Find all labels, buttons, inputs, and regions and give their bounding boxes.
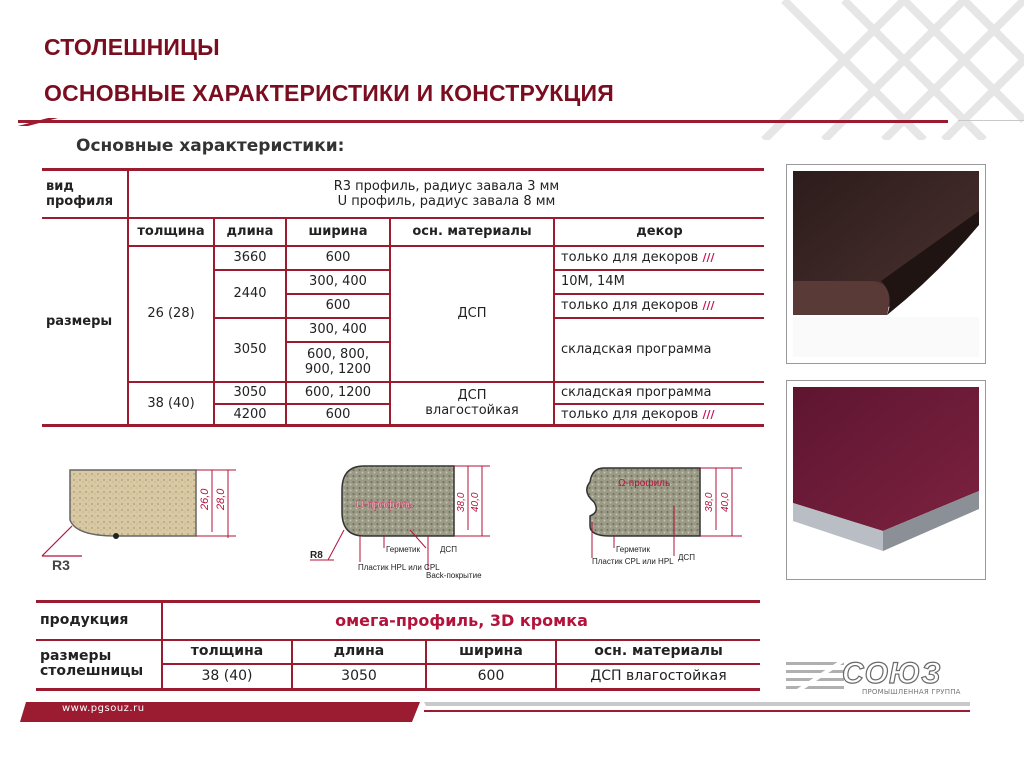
product-header-materials: осн. материалы: [594, 643, 723, 659]
product-material: ДСП влагостойкая: [590, 667, 727, 684]
omega-profile-drawing: [570, 456, 756, 580]
spec-table: [42, 168, 764, 427]
u-dim2: 40,0: [470, 492, 481, 512]
section-heading: Основные характеристики:: [76, 136, 345, 156]
product-sizes-label: [36, 640, 162, 690]
length-cell: 3050: [214, 382, 286, 404]
product-header-length: длина: [292, 640, 426, 664]
length-cell: 3660: [214, 246, 286, 270]
header-width: ширина: [286, 218, 390, 246]
omega-name: Ω-профиль: [618, 478, 671, 489]
countertop-burgundy-image: [787, 381, 985, 579]
u-radius-label: R8: [310, 550, 323, 561]
u-callout-dsp: ДСП: [440, 545, 457, 554]
footer-bar: [20, 702, 970, 722]
website-link[interactable]: www.pgsouz.ru: [62, 703, 145, 714]
countertop-photo-burgundy: [786, 380, 986, 580]
product-table: [36, 600, 760, 691]
header-length: длина: [214, 218, 286, 246]
material-dsp: ДСП: [390, 246, 554, 382]
r3-dim1: 26,0: [199, 488, 211, 510]
hatch-icon: ∕∕∕: [702, 407, 715, 421]
r3-label: R3: [52, 557, 70, 573]
length-cell: 3050: [214, 318, 286, 382]
logo-subtitle: ПРОМЫШЛЕННАЯ ГРУППА: [862, 688, 961, 696]
product-sizes-text: размеры столешницы: [40, 648, 144, 680]
hatch-icon: ∕∕∕: [702, 251, 715, 264]
profile-line-u: U профиль, радиус завала 8 мм: [337, 193, 556, 209]
thickness-38: 38 (40): [128, 382, 214, 426]
sizes-label: размеры: [42, 218, 128, 426]
decor-text: только для декоров: [561, 250, 699, 265]
decor-cell: складская программа: [554, 318, 764, 382]
u-callout-back: Back-покрытие: [426, 571, 482, 580]
thickness-26: 26 (28): [128, 246, 214, 382]
product-length: 3050: [292, 664, 426, 690]
decor-cell: [554, 404, 764, 426]
decor-text: только для декоров: [561, 298, 699, 313]
width-cell: 600: [286, 404, 390, 426]
omega-dim1: 38,0: [704, 492, 715, 512]
u-name: U-профиль: [356, 499, 414, 511]
profile-line-r3: R3 профиль, радиус завала 3 мм: [333, 178, 560, 194]
product-header-width: ширина: [426, 640, 556, 664]
decor-cell: 10М, 14М: [561, 274, 625, 289]
countertop-photo-dark: [786, 164, 986, 364]
width-cell: 600, 1200: [286, 382, 390, 404]
u-dim1: 38,0: [456, 492, 467, 512]
width-cell: 600: [286, 246, 390, 270]
countertop-dark-image: [787, 165, 985, 363]
product-header-thickness: толщина: [162, 640, 292, 664]
width-multi: 600, 800, 900, 1200: [304, 346, 372, 377]
page-subtitle: ОСНОВНЫЕ ХАРАКТЕРИСТИКИ И КОНСТРУКЦИЯ: [44, 80, 614, 106]
logo-wordmark: СОЮЗ: [842, 657, 942, 690]
decor-cell: складская программа: [561, 385, 712, 400]
length-cell: 2440: [214, 270, 286, 318]
u-callout-sealant: Герметик: [386, 545, 421, 554]
decor-cell: [554, 246, 764, 270]
width-cell: 300, 400: [286, 318, 390, 342]
page-title: СТОЛЕШНИЦЫ: [44, 34, 220, 60]
header-thickness: толщина: [128, 218, 214, 246]
title-divider: [18, 112, 1024, 132]
omega-callout-plastic: Пластик CPL или HPL: [592, 557, 674, 566]
header-materials: осн. материалы: [390, 218, 554, 246]
material-dsp-wet: [390, 382, 554, 426]
length-cell: 4200: [214, 404, 286, 426]
product-thickness: 38 (40): [162, 664, 292, 690]
material-text: ДСП влагостойкая: [425, 388, 519, 419]
decor-cell: [554, 294, 764, 318]
width-cell: 300, 400: [286, 270, 390, 294]
u-profile-drawing: [304, 450, 500, 586]
header-decor: декор: [636, 224, 683, 239]
decor-text: только для декоров: [561, 406, 699, 422]
product-value: омега-профиль, 3D кромка: [335, 611, 588, 631]
hatch-icon: ∕∕∕: [702, 299, 715, 312]
omega-dim2: 40,0: [720, 492, 731, 512]
omega-callout-sealant: Герметик: [616, 545, 651, 554]
product-label: продукция: [36, 602, 162, 640]
width-cell: [286, 342, 390, 382]
product-width: 600: [426, 664, 556, 690]
u-callout-plastic: Пластик HPL или CPL: [358, 563, 440, 572]
r3-dim2: 28,0: [215, 488, 227, 510]
profile-label: вид профиля: [42, 170, 128, 218]
width-cell: 600: [286, 294, 390, 318]
r3-profile-drawing: [36, 460, 256, 580]
omega-callout-dsp: ДСП: [678, 553, 695, 562]
